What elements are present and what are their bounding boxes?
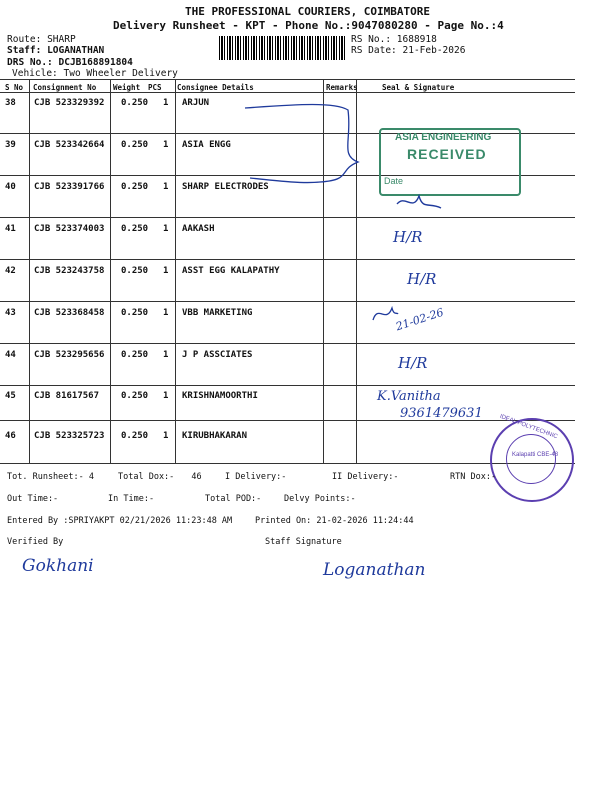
out-time: Out Time:- xyxy=(7,494,59,504)
route-value: SHARP xyxy=(47,34,76,45)
row-sno: 40 xyxy=(5,182,16,192)
row-consignment: CJB 523374003 xyxy=(34,224,105,234)
barcode xyxy=(219,36,347,60)
rs-no-label: RS No.: xyxy=(351,34,392,45)
entered-by: Entered By :SPRIYAKPT 02/21/2026 11:23:48 AM xyxy=(7,516,233,526)
handwriting-date-row-43: 21-02-26 xyxy=(394,305,446,334)
col-pcs: PCS xyxy=(148,83,162,92)
row-consignment: CJB 523368458 xyxy=(34,308,105,318)
row-sno: 46 xyxy=(5,431,16,441)
received-stamp xyxy=(379,128,521,196)
company-title: THE PROFESSIONAL COURIERS, COIMBATORE xyxy=(185,5,431,18)
rtn-dox: RTN Dox:- xyxy=(450,472,497,482)
row-weight: 0.250 xyxy=(121,431,149,441)
seal-inner-ring xyxy=(506,434,559,484)
row-consignee: KRISHNAMOORTHI xyxy=(182,391,258,401)
row-consignee: ASST EGG KALAPATHY xyxy=(182,266,280,276)
stamp-received: RECEIVED xyxy=(407,146,487,162)
row-weight: 0.250 xyxy=(121,350,149,360)
seal-text: IDEAL POLYTECHNIC xyxy=(498,413,559,441)
row-weight: 0.250 xyxy=(121,308,149,318)
handwriting-hr-row-44: H/R xyxy=(398,354,428,372)
table-top-border xyxy=(0,79,575,80)
row-divider xyxy=(0,420,575,421)
row-sno: 38 xyxy=(5,98,16,108)
total-dox-label: Total Dox:- xyxy=(118,472,175,482)
verified-by-label: Verified By xyxy=(7,537,64,547)
row-weight: 0.250 xyxy=(121,182,149,192)
col-seal-signature: Seal & Signature xyxy=(382,83,455,92)
row-weight: 0.250 xyxy=(121,224,149,234)
runsheet-subtitle: Delivery Runsheet - KPT - Phone No.:9047080280 - Page No.:4 xyxy=(113,19,504,32)
col-remarks: Remarks xyxy=(326,83,358,92)
row-sno: 44 xyxy=(5,350,16,360)
in-time: In Time:- xyxy=(108,494,155,504)
row-consignment: CJB 523325723 xyxy=(34,431,105,441)
stamp-company: ASIA ENGINEERING xyxy=(395,132,492,143)
row-consignee: J P ASSCIATES xyxy=(182,350,253,360)
row-consignment: CJB 523391766 xyxy=(34,182,105,192)
row-weight: 0.250 xyxy=(121,98,149,108)
row-consignment: CJB 523329392 xyxy=(34,98,105,108)
total-dox-value: 46 xyxy=(191,472,202,482)
row-weight: 0.250 xyxy=(121,140,149,150)
drs-value: DCJB168891804 xyxy=(58,57,133,68)
stamp-date-label: Date xyxy=(384,176,404,186)
row-sno: 43 xyxy=(5,308,16,318)
rs-no-line xyxy=(351,34,437,45)
table-header-border xyxy=(0,92,575,93)
row-divider xyxy=(0,385,575,386)
vehicle-line xyxy=(12,68,178,79)
route-label: Route: xyxy=(7,34,42,45)
row-consignment: CJB 523295656 xyxy=(34,350,105,360)
row-consignment: CJB 523342664 xyxy=(34,140,105,150)
row-pcs: 1 xyxy=(163,266,169,276)
col-divider xyxy=(110,79,111,463)
staff-line xyxy=(7,45,104,56)
row-pcs: 1 xyxy=(163,308,169,318)
row-sno: 41 xyxy=(5,224,16,234)
row-consignee: ARJUN xyxy=(182,98,210,108)
row-sno: 39 xyxy=(5,140,16,150)
total-runsheet-value: 4 xyxy=(88,472,95,482)
vehicle-label: Vehicle: xyxy=(12,68,58,79)
col-consignee: Consignee Details xyxy=(177,83,254,92)
handwriting-hr-row-41: H/R xyxy=(393,228,423,246)
row-consignee: ASIA ENGG xyxy=(182,140,231,150)
vehicle-value: Two Wheeler Delivery xyxy=(63,68,178,79)
staff-value: LOGANATHAN xyxy=(47,45,105,56)
row-consignment: CJB 523243758 xyxy=(34,266,105,276)
row-consignee: AAKASH xyxy=(182,224,215,234)
row-consignee: KIRUBHAKARAN xyxy=(182,431,248,441)
row-pcs: 1 xyxy=(163,350,169,360)
col-divider xyxy=(175,79,176,463)
handwritten-bracket-mark xyxy=(240,100,370,190)
row-divider xyxy=(0,259,575,260)
rs-date-label: RS Date: xyxy=(351,45,397,56)
rs-date-value: 21-Feb-2026 xyxy=(402,45,466,56)
row-pcs: 1 xyxy=(163,391,169,401)
row-divider xyxy=(0,301,575,302)
institution-seal xyxy=(490,413,574,502)
printed-on: Printed On: 21-02-2026 11:24:44 xyxy=(255,516,414,526)
col-sno: S No xyxy=(5,83,24,92)
row-sno: 45 xyxy=(5,391,16,401)
staff-signature-label: Staff Signature xyxy=(265,537,342,547)
staff-signature: Loganathan xyxy=(323,560,426,580)
ii-delivery: II Delivery:- xyxy=(332,472,399,482)
signature-row-40 xyxy=(395,190,445,214)
row-pcs: 1 xyxy=(163,224,169,234)
row-consignee: SHARP ELECTRODES xyxy=(182,182,269,192)
rs-date-line xyxy=(351,45,465,56)
row-pcs: 1 xyxy=(163,431,169,441)
delvy-points: Delvy Points:- xyxy=(284,494,356,504)
row-pcs: 1 xyxy=(163,140,169,150)
row-pcs: 1 xyxy=(163,98,169,108)
table-bottom-border xyxy=(0,463,575,464)
row-divider xyxy=(0,343,575,344)
drs-label: DRS No.: xyxy=(7,57,53,68)
row-weight: 0.250 xyxy=(121,266,149,276)
handwriting-hr-row-42: H/R xyxy=(407,270,437,288)
row-consignee: VBB MARKETING xyxy=(182,308,253,318)
total-pod: Total POD:- xyxy=(205,494,262,504)
seal-center-text: Kalapatti CBE-48 xyxy=(512,452,559,458)
staff-label: Staff: xyxy=(7,45,42,56)
row-pcs: 1 xyxy=(163,182,169,192)
col-consignment: Consignment No xyxy=(33,83,97,92)
total-runsheet-label: Tot. Runsheet:- xyxy=(7,472,84,482)
total-runsheet xyxy=(7,472,94,482)
rs-no-value: 1688918 xyxy=(396,34,437,45)
drs-line xyxy=(7,57,133,68)
i-delivery: I Delivery:- xyxy=(225,472,287,482)
col-divider xyxy=(29,79,30,463)
row-weight: 0.250 xyxy=(121,391,149,401)
row-sno: 42 xyxy=(5,266,16,276)
total-dox xyxy=(118,472,202,482)
row-consignment: CJB 81617567 xyxy=(34,391,100,401)
verified-signature: Gokhani xyxy=(22,556,94,576)
col-weight: Weight xyxy=(113,83,141,92)
row-divider xyxy=(0,217,575,218)
route-line xyxy=(7,34,76,45)
handwriting-name-row-45: K.Vanitha xyxy=(377,389,441,404)
handwriting-phone-row-45: 9361479631 xyxy=(400,406,483,421)
